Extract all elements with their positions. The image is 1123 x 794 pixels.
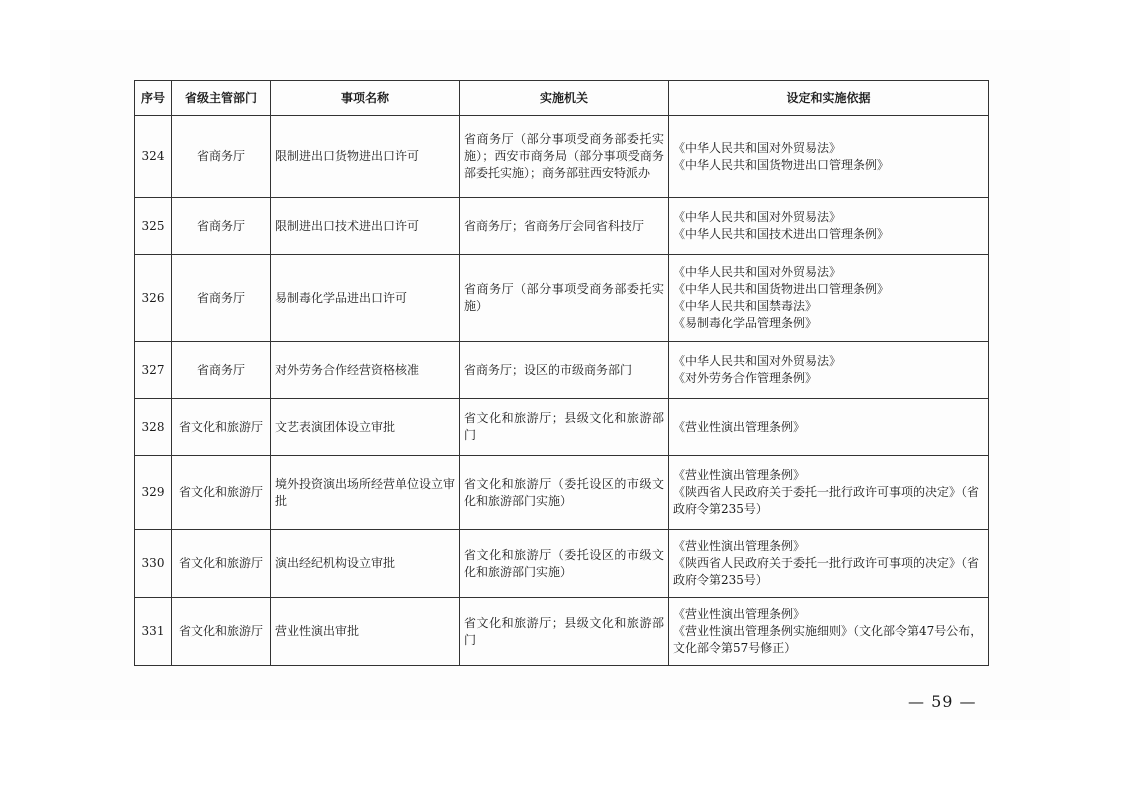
licensing-items-table — [134, 80, 989, 666]
table-row — [135, 116, 989, 198]
implementing-agency-cell: 省文化和旅游厅；县级文化和旅游部门 — [460, 399, 669, 456]
department-cell: 省商务厅 — [172, 255, 271, 342]
legal-basis-line: 《对外劳务合作管理条例》 — [673, 371, 818, 385]
item-name-cell: 演出经纪机构设立审批 — [271, 530, 460, 598]
legal-basis-line: 《营业性演出管理条例实施细则》（文化部令第47号公布，文化部令第57号修正） — [673, 624, 983, 655]
legal-basis-line: 《营业性演出管理条例》 — [673, 607, 806, 621]
implementing-agency-cell: 省商务厅；设区的市级商务部门 — [460, 342, 669, 399]
serial-no-cell: 325 — [135, 198, 172, 255]
legal-basis-cell — [669, 116, 989, 198]
legal-basis-cell — [669, 598, 989, 666]
header-department: 省级主管部门 — [172, 81, 271, 116]
legal-basis-line: 《中华人民共和国技术进出口管理条例》 — [673, 227, 890, 241]
table-row — [135, 198, 989, 255]
serial-no-cell: 328 — [135, 399, 172, 456]
legal-basis-line: 《营业性演出管理条例》 — [673, 468, 806, 482]
table-row — [135, 342, 989, 399]
page-number: — 59 — — [908, 692, 977, 711]
legal-basis-line: 《中华人民共和国对外贸易法》 — [673, 140, 842, 155]
department-cell: 省商务厅 — [172, 116, 271, 198]
legal-basis-cell — [669, 342, 989, 399]
header-legal-basis: 设定和实施依据 — [669, 81, 989, 116]
legal-basis-line: 《中华人民共和国禁毒法》 — [673, 299, 818, 313]
department-cell: 省文化和旅游厅 — [172, 399, 271, 456]
item-name-cell: 营业性演出审批 — [271, 598, 460, 666]
department-cell: 省文化和旅游厅 — [172, 598, 271, 666]
serial-no-cell: 324 — [135, 116, 172, 198]
legal-basis-line: 《营业性演出管理条例》 — [673, 539, 806, 553]
table-header-row — [135, 81, 989, 116]
item-name-cell: 对外劳务合作经营资格核准 — [271, 342, 460, 399]
header-implementing-agency: 实施机关 — [460, 81, 669, 116]
implementing-agency-cell: 省商务厅；省商务厅会同省科技厅 — [460, 198, 669, 255]
item-name-cell: 境外投资演出场所经营单位设立审批 — [271, 456, 460, 530]
legal-basis-cell — [669, 399, 989, 456]
department-cell: 省商务厅 — [172, 342, 271, 399]
table-row — [135, 456, 989, 530]
item-name-cell: 限制进出口货物进出口许可 — [271, 116, 460, 198]
legal-basis-cell — [669, 456, 989, 530]
item-name-cell: 限制进出口技术进出口许可 — [271, 198, 460, 255]
table-row — [135, 255, 989, 342]
legal-basis-line: 《营业性演出管理条例》 — [673, 419, 806, 434]
legal-basis-line: 《陕西省人民政府关于委托一批行政许可事项的决定》（省政府令第235号） — [673, 485, 980, 516]
legal-basis-line: 《中华人民共和国货物进出口管理条例》 — [673, 157, 890, 172]
serial-no-cell: 330 — [135, 530, 172, 598]
legal-basis-cell — [669, 198, 989, 255]
legal-basis-cell — [669, 255, 989, 342]
legal-basis-line: 《中华人民共和国对外贸易法》 — [673, 354, 842, 368]
serial-no-cell: 327 — [135, 342, 172, 399]
legal-basis-line: 《中华人民共和国对外贸易法》 — [673, 210, 842, 224]
serial-no-cell: 331 — [135, 598, 172, 666]
legal-basis-line: 《易制毒化学品管理条例》 — [673, 316, 818, 330]
table-row — [135, 530, 989, 598]
header-item-name: 事项名称 — [271, 81, 460, 116]
item-name-cell: 文艺表演团体设立审批 — [271, 399, 460, 456]
department-cell: 省文化和旅游厅 — [172, 530, 271, 598]
department-cell: 省商务厅 — [172, 198, 271, 255]
serial-no-cell: 326 — [135, 255, 172, 342]
table-row — [135, 399, 989, 456]
implementing-agency-cell: 省文化和旅游厅；县级文化和旅游部门 — [460, 598, 669, 666]
item-name-cell: 易制毒化学品进出口许可 — [271, 255, 460, 342]
legal-basis-line: 《中华人民共和国货物进出口管理条例》 — [673, 282, 890, 296]
implementing-agency-cell: 省文化和旅游厅（委托设区的市级文化和旅游部门实施） — [460, 456, 669, 530]
table-row — [135, 598, 989, 666]
legal-basis-cell — [669, 530, 989, 598]
implementing-agency-cell: 省文化和旅游厅（委托设区的市级文化和旅游部门实施） — [460, 530, 669, 598]
implementing-agency-cell: 省商务厅（部分事项受商务部委托实施）；西安市商务局（部分事项受商务部委托实施）；商务部驻西安特派办 — [460, 116, 669, 198]
department-cell: 省文化和旅游厅 — [172, 456, 271, 530]
implementing-agency-cell: 省商务厅（部分事项受商务部委托实施） — [460, 255, 669, 342]
legal-basis-line: 《中华人民共和国对外贸易法》 — [673, 265, 842, 279]
legal-basis-line: 《陕西省人民政府关于委托一批行政许可事项的决定》（省政府令第235号） — [673, 556, 980, 587]
header-serial-no: 序号 — [135, 81, 172, 116]
serial-no-cell: 329 — [135, 456, 172, 530]
